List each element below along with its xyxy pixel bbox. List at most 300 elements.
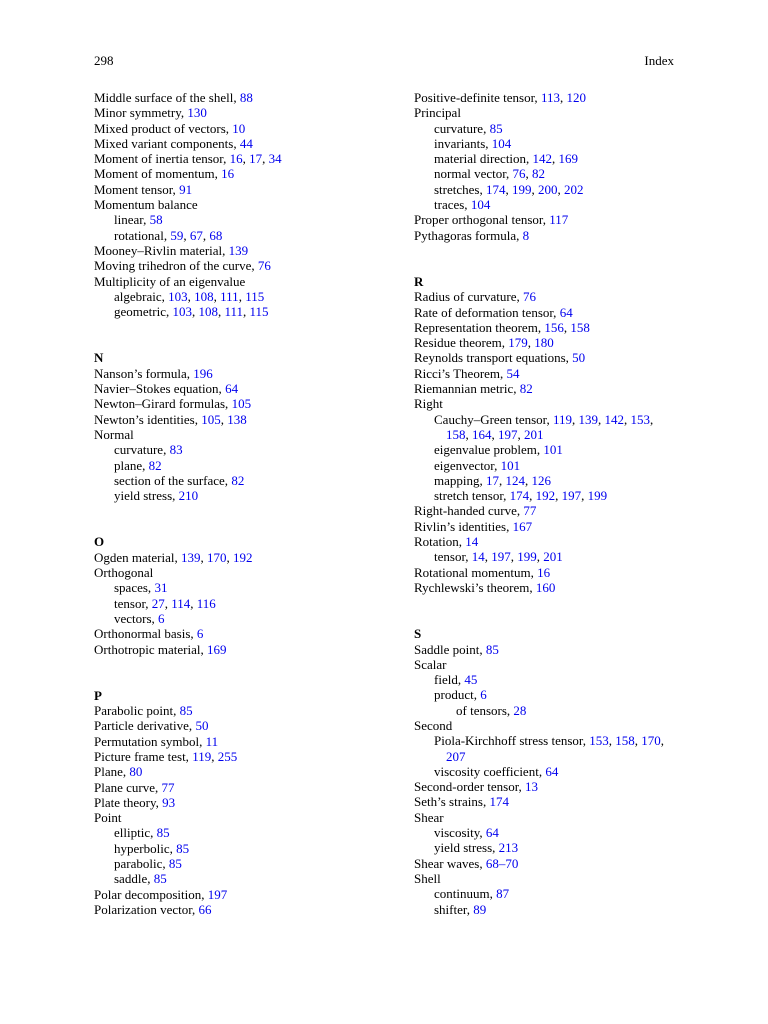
index-term: Permutation symbol, bbox=[94, 733, 206, 749]
index-entry bbox=[94, 611, 374, 626]
index-entry bbox=[94, 212, 374, 227]
page-reference-link[interactable]: 103 bbox=[168, 288, 188, 304]
index-entry bbox=[94, 166, 374, 181]
index-term: Shear bbox=[414, 809, 444, 825]
index-entry bbox=[414, 871, 676, 886]
page-reference-link[interactable]: 85 bbox=[489, 120, 503, 136]
page-reference-link[interactable]: 192 bbox=[535, 488, 556, 504]
page-reference-link[interactable]: 45 bbox=[464, 672, 478, 688]
index-section-letter: N bbox=[94, 350, 104, 366]
index-term: tensor, bbox=[114, 595, 152, 611]
index-term: Nanson’s formula, bbox=[94, 365, 194, 381]
page-reference-link[interactable]: 108 bbox=[198, 304, 218, 320]
index-term: section of the surface, bbox=[114, 472, 232, 488]
index-entry bbox=[94, 795, 374, 810]
page-reference-link[interactable]: 192 bbox=[233, 549, 253, 565]
page-reference-link[interactable]: 197 bbox=[491, 549, 511, 565]
index-term: Rotation, bbox=[414, 534, 466, 550]
index-column-right bbox=[414, 90, 676, 917]
page-reference-link[interactable]: 6 bbox=[480, 687, 487, 703]
index-entry: Newton’s identities, 105, 138 bbox=[94, 411, 247, 427]
index-entry bbox=[94, 197, 374, 212]
page-reference-link[interactable]: 180 bbox=[534, 335, 554, 351]
index-entry bbox=[414, 366, 676, 381]
index-entry bbox=[414, 840, 676, 855]
index-entry bbox=[414, 902, 676, 917]
index-term: Ogden material, bbox=[94, 549, 181, 565]
page-reference-link[interactable]: 126 bbox=[531, 472, 551, 488]
index-term: of tensors, bbox=[456, 702, 514, 718]
index-entry bbox=[94, 442, 374, 457]
index-entry bbox=[94, 703, 374, 718]
page-reference-link[interactable]: 160 bbox=[535, 579, 556, 595]
index-entry: stretch tensor, 174, 192, 197, 199 bbox=[434, 488, 608, 504]
page-reference-link[interactable]: 201 bbox=[524, 426, 544, 442]
index-entry: Piola-Kirchhoff stress tensor, 153, 158, 170, 207 bbox=[434, 733, 664, 764]
running-head: Index bbox=[644, 53, 674, 68]
index-entry bbox=[414, 703, 676, 718]
page-reference-link[interactable]: 153 bbox=[630, 411, 650, 427]
page-reference-link[interactable]: 16 bbox=[537, 564, 551, 580]
page-reference-link[interactable]: 82 bbox=[231, 472, 245, 488]
index-entry bbox=[414, 810, 676, 825]
page-reference-link[interactable]: 10 bbox=[232, 120, 246, 136]
index-term: Reynolds transport equations, bbox=[414, 350, 573, 366]
index-entry bbox=[414, 886, 676, 901]
index-entry bbox=[414, 580, 676, 595]
page-reference-link[interactable]: 28 bbox=[513, 702, 527, 718]
index-entry bbox=[94, 734, 374, 749]
index-entry bbox=[94, 381, 374, 396]
index-term: Newton–Girard formulas, bbox=[94, 396, 232, 412]
index-term: Orthonormal basis, bbox=[94, 626, 197, 642]
index-term: normal vector, bbox=[434, 166, 513, 182]
page-reference-link[interactable]: 120 bbox=[566, 90, 586, 105]
index-term: Piola-Kirchhoff stress tensor, bbox=[434, 733, 590, 749]
index-entry: material direction, 142, 169 bbox=[434, 151, 579, 167]
index-term: Plane, bbox=[94, 764, 130, 780]
index-term: Radius of curvature, bbox=[414, 289, 524, 305]
page-reference-link[interactable]: 101 bbox=[543, 442, 563, 458]
page-reference-link[interactable]: 105 bbox=[231, 396, 252, 412]
index-term: Orthotropic material, bbox=[94, 641, 207, 657]
index-term: Rivlin’s identities, bbox=[414, 518, 513, 534]
page-reference-link[interactable]: 6 bbox=[158, 610, 165, 626]
index-entry bbox=[414, 672, 676, 687]
index-term: Proper orthogonal tensor, bbox=[414, 212, 550, 228]
page-reference-link[interactable]: 197 bbox=[207, 886, 228, 902]
page-reference-link[interactable]: 68 bbox=[209, 227, 223, 243]
index-term: Moving trihedron of the curve, bbox=[94, 258, 258, 274]
page-reference-link[interactable]: 85 bbox=[179, 703, 193, 719]
index-entry bbox=[94, 136, 374, 151]
page-reference-link[interactable]: 85 bbox=[168, 856, 182, 872]
index-term: curvature, bbox=[434, 120, 490, 136]
page-reference-link[interactable]: 119 bbox=[192, 748, 212, 764]
index-term: viscosity coefficient, bbox=[434, 763, 546, 779]
page-reference-link[interactable]: 174 bbox=[489, 794, 509, 810]
page-reference-link[interactable]: 104 bbox=[470, 197, 491, 213]
page-reference-link[interactable]: 82 bbox=[148, 457, 162, 473]
index-entry bbox=[414, 305, 676, 320]
page-reference-link[interactable]: 179 bbox=[508, 335, 528, 351]
index-entry bbox=[94, 427, 374, 442]
page-reference-link[interactable]: 87 bbox=[496, 886, 510, 902]
index-term: Positive-definite tensor, bbox=[414, 90, 541, 105]
page-reference-link[interactable]: 114 bbox=[171, 595, 191, 611]
page-reference-link[interactable]: 8 bbox=[522, 227, 530, 243]
page-reference-link[interactable]: 93 bbox=[162, 794, 176, 810]
page-reference-link[interactable]: 76 bbox=[523, 289, 537, 305]
page-reference-link[interactable]: 17 bbox=[249, 151, 263, 167]
page-reference-link[interactable]: 31 bbox=[154, 580, 168, 596]
page-reference-link[interactable]: 213 bbox=[498, 840, 519, 856]
index-term: Point bbox=[94, 810, 122, 826]
page-number: 298 bbox=[94, 53, 114, 68]
page-reference-link[interactable]: 66 bbox=[198, 901, 212, 917]
index-term: Plane curve, bbox=[94, 779, 162, 795]
page-reference-link[interactable]: 111 bbox=[224, 304, 244, 320]
page-reference-link[interactable]: 104 bbox=[491, 135, 512, 151]
page-reference-link[interactable]: 64 bbox=[225, 381, 239, 397]
page-reference-link[interactable]: 197 bbox=[561, 488, 582, 504]
page-reference-link[interactable]: 16 bbox=[221, 166, 235, 182]
page-reference-link[interactable]: 64 bbox=[545, 763, 559, 779]
index-entry bbox=[94, 887, 374, 902]
index-term: eigenvector, bbox=[434, 457, 501, 473]
page-reference-link[interactable]: 14 bbox=[471, 549, 485, 565]
index-entry bbox=[94, 243, 374, 258]
index-term: traces, bbox=[434, 197, 471, 213]
page-reference-link[interactable]: 82 bbox=[532, 166, 546, 182]
index-entry: rotational, 59, 67, 68 bbox=[114, 227, 223, 243]
page-reference-link[interactable]: 89 bbox=[473, 901, 487, 917]
index-entry bbox=[414, 657, 676, 672]
index-entry bbox=[414, 503, 676, 518]
index-term: Saddle point, bbox=[414, 641, 486, 657]
index-term: continuum, bbox=[434, 886, 497, 902]
page-reference-link[interactable]: 199 bbox=[511, 181, 532, 197]
index-term: Mixed variant components, bbox=[94, 135, 240, 151]
index-section-letter: O bbox=[94, 534, 105, 550]
page-reference-link[interactable]: 164 bbox=[472, 426, 492, 442]
page-reference-link[interactable]: 54 bbox=[506, 365, 520, 381]
index-term: Shell bbox=[414, 870, 441, 886]
index-entry bbox=[94, 565, 374, 580]
index-entry bbox=[94, 258, 374, 273]
page-reference-link[interactable]: 117 bbox=[549, 212, 569, 228]
index-entry: algebraic, 103, 108, 111, 115 bbox=[114, 288, 265, 304]
index-term: Moment of inertia tensor, bbox=[94, 151, 230, 167]
index-term: Multiplicity of an eigenvalue bbox=[94, 273, 246, 289]
index-term: Second-order tensor, bbox=[414, 779, 526, 795]
page-reference-link[interactable]: 76 bbox=[257, 258, 271, 274]
index-term: Principal bbox=[414, 105, 461, 121]
page-reference-link[interactable]: 167 bbox=[512, 518, 533, 534]
index-term: Polarization vector, bbox=[94, 901, 199, 917]
page-reference-link[interactable]: 105 bbox=[201, 411, 221, 427]
page-reference-link[interactable]: 169 bbox=[558, 151, 579, 167]
index-entry bbox=[414, 289, 676, 304]
index-entry bbox=[414, 228, 676, 243]
index-term: linear, bbox=[114, 212, 150, 228]
index-term: Representation theorem, bbox=[414, 319, 545, 335]
index-entry bbox=[414, 779, 676, 794]
page-header bbox=[94, 52, 674, 70]
page-reference-link[interactable]: 83 bbox=[169, 442, 183, 458]
index-term: stretches, bbox=[434, 181, 486, 197]
index-term: Riemannian metric, bbox=[414, 381, 520, 397]
index-term: hyperbolic, bbox=[114, 840, 177, 856]
page-reference-link[interactable]: 111 bbox=[220, 288, 239, 304]
index-term: eigenvalue problem, bbox=[434, 442, 544, 458]
page-reference-link[interactable]: 197 bbox=[498, 426, 518, 442]
index-section-letter: P bbox=[94, 687, 102, 703]
index-term: Ricci’s Theorem, bbox=[414, 365, 507, 381]
index-term: Normal bbox=[94, 426, 134, 442]
index-term: curvature, bbox=[114, 442, 170, 458]
index-term: Parabolic point, bbox=[94, 703, 180, 719]
index-term: Scalar bbox=[414, 656, 447, 672]
index-entry bbox=[94, 274, 374, 289]
page-reference-link[interactable]: 170 bbox=[641, 733, 661, 749]
index-entry bbox=[414, 442, 676, 457]
index-entry: Moment of inertia tensor, 16, 17, 34 bbox=[94, 151, 282, 167]
page-reference-link[interactable]: 201 bbox=[543, 549, 563, 565]
index-term: saddle, bbox=[114, 871, 154, 887]
index-entry bbox=[414, 381, 676, 396]
index-term: Pythagoras formula, bbox=[414, 227, 523, 243]
page-reference-link[interactable]: 142 bbox=[604, 411, 624, 427]
index-entry bbox=[414, 856, 676, 871]
index-entry: mapping, 17, 124, 126 bbox=[434, 472, 551, 488]
index-term: Middle surface of the shell, bbox=[94, 90, 240, 105]
page-reference-link[interactable]: 169 bbox=[207, 641, 227, 657]
page-reference-link[interactable]: 158 bbox=[570, 319, 590, 335]
page-reference-link[interactable]: 108 bbox=[194, 288, 214, 304]
index-term: Polar decomposition, bbox=[94, 886, 208, 902]
index-term: Residue theorem, bbox=[414, 335, 509, 351]
index-term: vectors, bbox=[114, 610, 159, 626]
page-reference-link[interactable]: 64 bbox=[559, 304, 573, 320]
index-entry bbox=[414, 565, 676, 580]
page-reference-link[interactable]: 174 bbox=[485, 181, 506, 197]
index-term: field, bbox=[434, 672, 465, 688]
page-reference-link[interactable]: 77 bbox=[523, 503, 537, 519]
index-entry bbox=[94, 366, 374, 381]
index-term: Rychlewski’s theorem, bbox=[414, 579, 536, 595]
index-entry: normal vector, 76, 82 bbox=[434, 166, 546, 182]
index-term: yield stress, bbox=[114, 488, 179, 504]
page-reference-link[interactable]: 27 bbox=[151, 595, 165, 611]
index-entry bbox=[94, 810, 374, 825]
index-term: Rate of deformation tensor, bbox=[414, 304, 560, 320]
page-reference-link[interactable]: 170 bbox=[207, 549, 227, 565]
index-term: Picture frame test, bbox=[94, 748, 193, 764]
index-term: Right bbox=[414, 396, 443, 412]
index-term: plane, bbox=[114, 457, 149, 473]
index-entry bbox=[414, 136, 676, 151]
index-entry bbox=[414, 825, 676, 840]
page-reference-link[interactable]: 130 bbox=[187, 105, 207, 121]
page-reference-link[interactable]: 142 bbox=[532, 151, 553, 167]
page-reference-link[interactable]: 116 bbox=[196, 595, 216, 611]
index-entry bbox=[414, 534, 676, 549]
page-reference-link[interactable]: 156 bbox=[544, 319, 564, 335]
index-section-letter: R bbox=[414, 273, 424, 289]
index-entry bbox=[94, 182, 374, 197]
index-entry bbox=[94, 488, 374, 503]
index-term: Plate theory, bbox=[94, 794, 163, 810]
index-term: Moment tensor, bbox=[94, 181, 180, 197]
page-reference-link[interactable]: 17 bbox=[486, 472, 499, 488]
index-entry bbox=[414, 105, 676, 120]
page-reference-link[interactable]: 199 bbox=[517, 549, 537, 565]
index-entry bbox=[94, 473, 374, 488]
index-section-letter: S bbox=[414, 626, 422, 642]
page-reference-link[interactable]: 124 bbox=[505, 472, 525, 488]
index-entry bbox=[94, 856, 374, 871]
page-reference-link[interactable]: 67 bbox=[189, 227, 203, 243]
page-reference-link[interactable]: 16 bbox=[229, 151, 243, 167]
page-reference-link[interactable]: 158 bbox=[615, 733, 635, 749]
index-term: parabolic, bbox=[114, 856, 169, 872]
page-reference-link[interactable]: 14 bbox=[465, 534, 479, 550]
index-entry: tensor, 27, 114, 116 bbox=[114, 595, 216, 611]
page-reference-link[interactable]: 139 bbox=[578, 411, 598, 427]
page-reference-link[interactable]: 11 bbox=[205, 733, 219, 749]
index-entry bbox=[94, 121, 374, 136]
index-term: elliptic, bbox=[114, 825, 157, 841]
page-reference-link[interactable]: 139 bbox=[181, 549, 201, 565]
index-term: Shear waves, bbox=[414, 855, 486, 871]
page-reference-link[interactable]: 58 bbox=[149, 212, 163, 228]
index-term: Right-handed curve, bbox=[414, 503, 524, 519]
index-entry: geometric, 103, 108, 111, 115 bbox=[114, 304, 269, 320]
index-term: Moment of momentum, bbox=[94, 166, 222, 182]
index-entry bbox=[94, 458, 374, 473]
index-entry: Residue theorem, 179, 180 bbox=[414, 335, 554, 351]
page-reference-link[interactable]: 85 bbox=[176, 840, 190, 856]
page-reference-link[interactable]: 119 bbox=[552, 411, 572, 427]
page-reference-link[interactable]: 255 bbox=[217, 748, 238, 764]
index-entry bbox=[94, 825, 374, 840]
page-reference-link[interactable]: 207 bbox=[446, 748, 466, 764]
index-term: Cauchy–Green tensor, bbox=[434, 411, 553, 427]
page-reference-link[interactable]: 13 bbox=[525, 779, 539, 795]
page-reference-link[interactable]: 103 bbox=[172, 304, 192, 320]
index-term: stretch tensor, bbox=[434, 488, 510, 504]
page-reference-link[interactable]: 202 bbox=[563, 181, 584, 197]
index-entry bbox=[414, 718, 676, 733]
page-reference-link[interactable]: 158 bbox=[446, 426, 466, 442]
index-term: Orthogonal bbox=[94, 565, 154, 581]
index-entry bbox=[94, 718, 374, 733]
page-reference-link[interactable]: 68–70 bbox=[485, 855, 519, 871]
index-column-left bbox=[94, 90, 374, 917]
index-entry bbox=[94, 642, 374, 657]
index-entry bbox=[414, 458, 676, 473]
index-term: Seth’s strains, bbox=[414, 794, 490, 810]
page-reference-link[interactable]: 82 bbox=[519, 381, 533, 397]
page-reference-link[interactable]: 101 bbox=[500, 457, 521, 473]
page-reference-link[interactable]: 91 bbox=[179, 181, 193, 197]
page-reference-link[interactable]: 139 bbox=[228, 242, 249, 258]
page-reference-link[interactable]: 64 bbox=[485, 825, 499, 841]
page-reference-link[interactable]: 115 bbox=[245, 288, 265, 304]
index-entry bbox=[414, 519, 676, 534]
page-reference-link[interactable]: 50 bbox=[572, 350, 586, 366]
page-reference-link[interactable]: 153 bbox=[589, 733, 609, 749]
page-reference-link[interactable]: 77 bbox=[161, 779, 175, 795]
index-entry bbox=[414, 396, 676, 411]
index-term: invariants, bbox=[434, 135, 492, 151]
page-reference-link[interactable]: 199 bbox=[587, 488, 608, 504]
page-reference-link[interactable]: 196 bbox=[193, 365, 213, 381]
index-entry bbox=[414, 764, 676, 779]
page-reference-link[interactable]: 88 bbox=[239, 90, 253, 105]
index-entry: tensor, 14, 197, 199, 201 bbox=[434, 549, 563, 565]
index-entry bbox=[94, 396, 374, 411]
index-term: Momentum balance bbox=[94, 197, 198, 213]
index-entry bbox=[94, 780, 374, 795]
page-reference-link[interactable]: 113 bbox=[540, 90, 560, 105]
page-reference-link[interactable]: 44 bbox=[239, 135, 253, 151]
index-term: algebraic, bbox=[114, 288, 169, 304]
index-term: Newton’s identities, bbox=[94, 411, 202, 427]
page-reference-link[interactable]: 115 bbox=[249, 304, 269, 320]
page-reference-link[interactable]: 6 bbox=[196, 626, 204, 642]
index-entry bbox=[94, 105, 374, 120]
index-entry: Representation theorem, 156, 158 bbox=[414, 319, 590, 335]
index-term: Navier–Stokes equation, bbox=[94, 381, 226, 397]
index-term: shifter, bbox=[434, 901, 474, 917]
page-reference-link[interactable]: 59 bbox=[170, 227, 184, 243]
page-reference-link[interactable]: 85 bbox=[153, 871, 167, 887]
index-entry bbox=[414, 121, 676, 136]
index-entry bbox=[94, 580, 374, 595]
index-term: viscosity, bbox=[434, 825, 486, 841]
index-term: mapping, bbox=[434, 472, 486, 488]
page-reference-link[interactable]: 200 bbox=[537, 181, 558, 197]
page-reference-link[interactable]: 85 bbox=[485, 641, 499, 657]
page-reference-link[interactable]: 50 bbox=[195, 718, 209, 734]
index-term: spaces, bbox=[114, 580, 155, 596]
index-term: rotational, bbox=[114, 227, 171, 243]
page-reference-link[interactable]: 138 bbox=[227, 411, 247, 427]
index-entry bbox=[94, 90, 374, 105]
page-reference-link[interactable]: 210 bbox=[178, 488, 199, 504]
index-term: Second bbox=[414, 717, 453, 733]
index-entry: Cauchy–Green tensor, 119, 139, 142, 153, 158, 164, 197, 201 bbox=[434, 411, 654, 442]
index-entry bbox=[414, 794, 676, 809]
page-reference-link[interactable]: 80 bbox=[129, 764, 143, 780]
page-reference-link[interactable]: 174 bbox=[509, 488, 530, 504]
index-term: Mixed product of vectors, bbox=[94, 120, 233, 136]
index-term: Particle derivative, bbox=[94, 718, 196, 734]
index-entry: Ogden material, 139, 170, 192 bbox=[94, 549, 253, 565]
page-reference-link[interactable]: 85 bbox=[156, 825, 170, 841]
index-entry bbox=[414, 642, 676, 657]
index-term: product, bbox=[434, 687, 481, 703]
page-reference-link[interactable]: 76 bbox=[512, 166, 526, 182]
page-reference-link[interactable]: 34 bbox=[268, 151, 282, 167]
index-entry bbox=[414, 350, 676, 365]
index-term: Minor symmetry, bbox=[94, 105, 188, 121]
index-term: tensor, bbox=[434, 549, 472, 565]
index-term: geometric, bbox=[114, 304, 173, 320]
index-entry bbox=[94, 626, 374, 641]
